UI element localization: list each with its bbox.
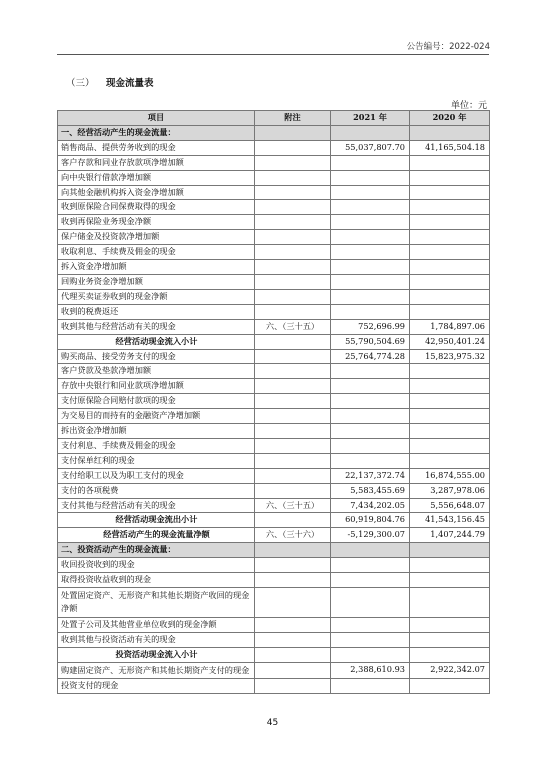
- row-label: 为交易目的而持有的金融资产净增加额: [58, 409, 255, 424]
- table-row: [58, 155, 490, 170]
- row-value-2021: [331, 304, 410, 319]
- row-label: 代理买卖证券收到的现金净额: [58, 289, 255, 304]
- row-note: [255, 170, 331, 185]
- table-row: [58, 617, 490, 632]
- row-value-2021: 752,696.99: [331, 319, 410, 334]
- row-label: 处置固定资产、无形资产和其他长期资产收回的现金净额: [58, 588, 255, 618]
- unit-label: 单位：元: [450, 101, 487, 111]
- table-row: [58, 260, 490, 275]
- row-value-2020: [410, 185, 490, 200]
- row-note: [255, 274, 331, 289]
- row-value-2020: [410, 230, 490, 245]
- table-row: [58, 483, 490, 498]
- table-row: [58, 632, 490, 647]
- row-value-2021: [331, 632, 410, 647]
- row-label: 向其他金融机构拆入资金净增加额: [58, 185, 255, 200]
- row-note: 六、（三十五）: [255, 319, 331, 334]
- row-value-2020: 1,407,244.79: [410, 528, 490, 543]
- row-label: 客户存款和同业存放款项净增加额: [58, 155, 255, 170]
- row-label: 支付给职工以及为职工支付的现金: [58, 468, 255, 483]
- row-value-2021: 22,137,372.74: [331, 468, 410, 483]
- table-group-row: [58, 543, 490, 558]
- row-value-2021: [331, 364, 410, 379]
- row-label: 一、经营活动产生的现金流量：: [58, 125, 255, 140]
- row-value-2020: [410, 274, 490, 289]
- row-value-2021: [331, 678, 410, 693]
- row-value-2021: [331, 424, 410, 439]
- row-note: [255, 558, 331, 573]
- row-value-2020: [410, 558, 490, 573]
- row-value-2020: [410, 200, 490, 215]
- row-note: [255, 349, 331, 364]
- row-label: 收到原保险合同保费取得的现金: [58, 200, 255, 215]
- row-note: [255, 588, 331, 618]
- row-value-2020: [410, 409, 490, 424]
- row-label: 支付的各项税费: [58, 483, 255, 498]
- row-value-2021: [331, 543, 410, 558]
- row-note: [255, 185, 331, 200]
- row-label: 投资支付的现金: [58, 678, 255, 693]
- table-row: [58, 468, 490, 483]
- row-note: [255, 513, 331, 528]
- table-row: [58, 424, 490, 439]
- row-label: 支付利息、手续费及佣金的现金: [58, 438, 255, 453]
- row-label: 经营活动产生的现金流量净额: [58, 528, 255, 543]
- row-value-2020: [410, 155, 490, 170]
- row-label: 投资活动现金流入小计: [58, 647, 255, 662]
- row-note: [255, 394, 331, 409]
- row-value-2020: [410, 617, 490, 632]
- row-note: [255, 483, 331, 498]
- row-value-2021: [331, 588, 410, 618]
- section-title: 现金流量表: [106, 78, 154, 89]
- row-value-2021: [331, 274, 410, 289]
- row-note: [255, 304, 331, 319]
- row-label: 向中央银行借款净增加额: [58, 170, 255, 185]
- table-row: [58, 349, 490, 364]
- table-row: [58, 394, 490, 409]
- page-number: 45: [266, 718, 279, 728]
- row-value-2020: 2,922,342.07: [410, 662, 490, 678]
- row-value-2020: [410, 424, 490, 439]
- row-note: [255, 364, 331, 379]
- row-note: [255, 453, 331, 468]
- row-value-2021: 25,764,774.28: [331, 349, 410, 364]
- row-note: [255, 424, 331, 439]
- row-value-2020: [410, 245, 490, 260]
- row-value-2020: [410, 289, 490, 304]
- row-value-2021: [331, 394, 410, 409]
- table-row: [58, 170, 490, 185]
- row-value-2020: [410, 647, 490, 662]
- row-label: 客户贷款及垫款净增加额: [58, 364, 255, 379]
- table-row: [58, 588, 490, 618]
- row-value-2020: 41,165,504.18: [410, 140, 490, 155]
- row-value-2021: [331, 573, 410, 588]
- row-value-2021: [331, 170, 410, 185]
- row-note: [255, 678, 331, 693]
- row-value-2020: [410, 453, 490, 468]
- table-body: [58, 125, 490, 693]
- row-note: [255, 289, 331, 304]
- row-value-2021: [331, 245, 410, 260]
- row-value-2020: [410, 379, 490, 394]
- column-header-note: 附注: [255, 111, 331, 126]
- row-value-2021: [331, 200, 410, 215]
- row-value-2021: 5,583,455.69: [331, 483, 410, 498]
- table-row: [58, 558, 490, 573]
- table-subtotal-row: [58, 513, 490, 528]
- row-label: 二、投资活动产生的现金流量：: [58, 543, 255, 558]
- row-value-2020: 42,950,401.24: [410, 334, 490, 349]
- row-label: 经营活动现金流出小计: [58, 513, 255, 528]
- row-note: [255, 140, 331, 155]
- row-note: [255, 573, 331, 588]
- row-note: 六、（三十六）: [255, 528, 331, 543]
- table-row: [58, 140, 490, 155]
- table-row: [58, 230, 490, 245]
- table-subtotal-row: [58, 528, 490, 543]
- table-row: [58, 409, 490, 424]
- row-value-2020: [410, 364, 490, 379]
- row-value-2021: [331, 409, 410, 424]
- table-row: [58, 185, 490, 200]
- row-note: [255, 379, 331, 394]
- column-header-item: 项目: [58, 111, 255, 126]
- row-label: 购建固定资产、无形资产和其他长期资产支付的现金: [58, 662, 255, 678]
- row-label: 收到再保险业务现金净额: [58, 215, 255, 230]
- row-value-2020: [410, 573, 490, 588]
- row-value-2020: [410, 632, 490, 647]
- row-value-2021: [331, 155, 410, 170]
- table-row: [58, 453, 490, 468]
- row-note: [255, 543, 331, 558]
- row-label: 保户储金及投资款净增加额: [58, 230, 255, 245]
- column-header-2021: 2021 年: [331, 111, 410, 126]
- row-note: [255, 617, 331, 632]
- row-value-2021: [331, 438, 410, 453]
- row-value-2020: [410, 588, 490, 618]
- row-value-2020: 1,784,897.06: [410, 319, 490, 334]
- row-value-2021: [331, 558, 410, 573]
- row-note: [255, 647, 331, 662]
- row-value-2021: [331, 260, 410, 275]
- row-label: 收到其他与经营活动有关的现金: [58, 319, 255, 334]
- column-header-2020: 2020 年: [410, 111, 490, 126]
- row-label: 支付原保险合同赔付款项的现金: [58, 394, 255, 409]
- row-note: [255, 632, 331, 647]
- row-label: 存放中央银行和同业款项净增加额: [58, 379, 255, 394]
- header-divider: [57, 54, 489, 55]
- row-value-2021: 2,388,610.93: [331, 662, 410, 678]
- row-value-2020: [410, 394, 490, 409]
- table-row: [58, 662, 490, 678]
- table-header-row: [58, 111, 490, 126]
- table-row: [58, 304, 490, 319]
- row-value-2021: 60,919,804.76: [331, 513, 410, 528]
- row-value-2020: [410, 438, 490, 453]
- row-label: 取得投资收益收到的现金: [58, 573, 255, 588]
- row-label: 购买商品、接受劳务支付的现金: [58, 349, 255, 364]
- row-label: 处置子公司及其他营业单位收到的现金净额: [58, 617, 255, 632]
- table-row: [58, 379, 490, 394]
- row-value-2021: [331, 230, 410, 245]
- row-note: 六、（三十五）: [255, 498, 331, 513]
- row-value-2020: [410, 125, 490, 140]
- row-value-2021: -5,129,300.07: [331, 528, 410, 543]
- row-label: 销售商品、提供劳务收到的现金: [58, 140, 255, 155]
- announcement-code: 公告编号：2022-024: [406, 42, 490, 52]
- row-value-2020: 15,823,975.32: [410, 349, 490, 364]
- row-value-2021: 7,434,202.05: [331, 498, 410, 513]
- row-value-2020: 5,556,648.07: [410, 498, 490, 513]
- row-value-2021: [331, 215, 410, 230]
- table-row: [58, 245, 490, 260]
- row-label: 收到的税费返还: [58, 304, 255, 319]
- row-value-2021: [331, 289, 410, 304]
- row-value-2021: [331, 453, 410, 468]
- table-row: [58, 498, 490, 513]
- row-note: [255, 662, 331, 678]
- row-value-2020: 41,543,156.45: [410, 513, 490, 528]
- row-label: 支付保单红利的现金: [58, 453, 255, 468]
- row-value-2021: 55,037,807.70: [331, 140, 410, 155]
- section-number: （三）: [66, 78, 95, 89]
- row-note: [255, 334, 331, 349]
- row-value-2020: [410, 678, 490, 693]
- row-value-2020: [410, 170, 490, 185]
- row-note: [255, 409, 331, 424]
- row-note: [255, 468, 331, 483]
- row-label: 收到其他与投资活动有关的现金: [58, 632, 255, 647]
- row-note: [255, 200, 331, 215]
- row-value-2020: [410, 543, 490, 558]
- table-row: [58, 438, 490, 453]
- row-note: [255, 215, 331, 230]
- table-row: [58, 678, 490, 693]
- row-label: 拆出资金净增加额: [58, 424, 255, 439]
- table-group-row: [58, 125, 490, 140]
- table-subtotal-row: [58, 334, 490, 349]
- table-row: [58, 200, 490, 215]
- table-subtotal-row: [58, 647, 490, 662]
- table-row: [58, 573, 490, 588]
- row-value-2021: [331, 125, 410, 140]
- row-value-2020: [410, 260, 490, 275]
- cash-flow-table: [57, 110, 490, 694]
- row-value-2020: 3,287,978.06: [410, 483, 490, 498]
- row-value-2021: [331, 617, 410, 632]
- row-value-2020: 16,874,555.00: [410, 468, 490, 483]
- row-value-2020: [410, 304, 490, 319]
- table-row: [58, 319, 490, 334]
- row-note: [255, 438, 331, 453]
- table-row: [58, 289, 490, 304]
- row-label: 支付其他与经营活动有关的现金: [58, 498, 255, 513]
- row-label: 回购业务资金净增加额: [58, 274, 255, 289]
- row-value-2021: [331, 185, 410, 200]
- row-note: [255, 260, 331, 275]
- row-note: [255, 125, 331, 140]
- row-label: 拆入资金净增加额: [58, 260, 255, 275]
- table-row: [58, 274, 490, 289]
- row-label: 经营活动现金流入小计: [58, 334, 255, 349]
- row-value-2020: [410, 215, 490, 230]
- row-note: [255, 155, 331, 170]
- row-value-2021: [331, 379, 410, 394]
- row-value-2021: 55,790,504.69: [331, 334, 410, 349]
- row-label: 收取利息、手续费及佣金的现金: [58, 245, 255, 260]
- row-note: [255, 245, 331, 260]
- row-note: [255, 230, 331, 245]
- table-row: [58, 364, 490, 379]
- row-label: 收回投资收到的现金: [58, 558, 255, 573]
- row-value-2021: [331, 647, 410, 662]
- table-row: [58, 215, 490, 230]
